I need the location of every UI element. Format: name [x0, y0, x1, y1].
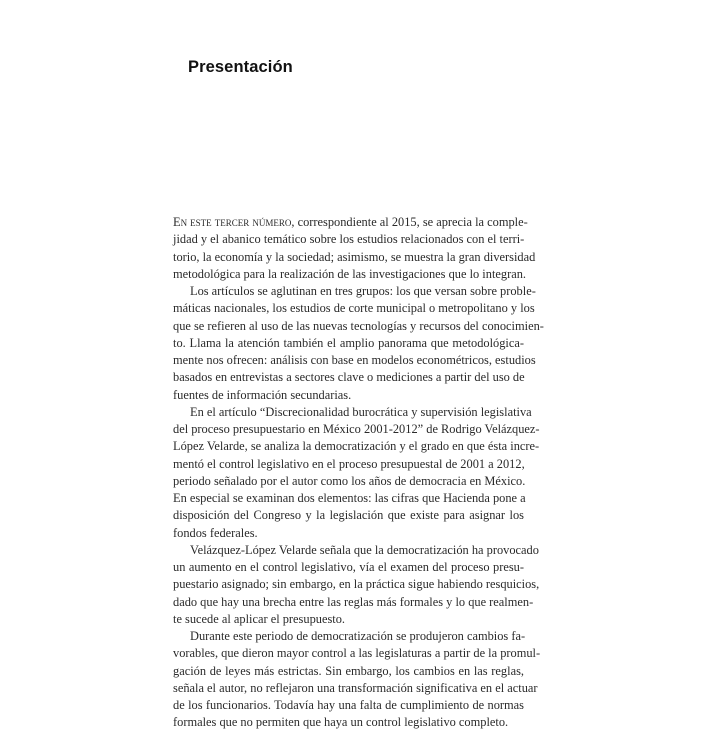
- text-line: un aumento en el control legislativo, vía el examen del proceso presu-: [173, 560, 524, 574]
- text-line: En este tercer número, correspondiente al 2015, se aprecia la comple-: [173, 215, 528, 229]
- text-line: Los artículos se aglutinan en tres grupos: los que versan sobre proble-: [190, 284, 536, 298]
- text-line: gación de leyes más estrictas. Sin embargo, los cambios en las reglas,: [173, 663, 524, 678]
- text-line: dado que hay una brecha entre las reglas más formales y lo que realmen-: [173, 594, 534, 609]
- text-line: formales que no permiten que haya un control legislativo completo.: [173, 715, 509, 730]
- text-line: basados en entrevistas a sectores clave o mediciones a partir del uso de: [173, 370, 525, 385]
- text-line: Durante este periodo de democratización se produjeron cambios fa-: [190, 629, 526, 643]
- body-text: [173, 214, 544, 732]
- text-line: te sucede al aplicar el presupuesto.: [173, 611, 346, 626]
- text-line: máticas nacionales, los estudios de corte municipal o metropolitano y los: [173, 301, 535, 316]
- lead-smallcaps: En este tercer número: [173, 215, 292, 229]
- text-line: jidad y el abanico temático sobre los estudios relacionados con el terri-: [173, 232, 525, 247]
- text-line: En el artículo “Discrecionalidad burocrática y supervisión legislativa: [190, 404, 532, 419]
- text-line: mentó el control legislativo en el proceso presupuestal de 2001 a 2012,: [173, 456, 525, 471]
- text-line: fondos federales.: [173, 525, 258, 540]
- text-line: torio, la economía y la sociedad; asimismo, se muestra la gran diversidad: [173, 249, 536, 264]
- text-line: metodológica para la realización de las investigaciones que lo integran.: [173, 266, 526, 281]
- text-line: disposición del Congreso y la legislación que existe para asignar los: [173, 508, 524, 523]
- text-line: del proceso presupuestario en México 2001-2012” de Rodrigo Velázquez-: [173, 422, 540, 436]
- text-line: vorables, que dieron mayor control a las legislaturas a partir de la promul-: [173, 646, 541, 661]
- text-line: fuentes de información secundarias.: [173, 387, 352, 402]
- text-line: to. Llama la atención también el amplio panorama que metodológica-: [173, 335, 524, 350]
- text-line: En especial se examinan dos elementos: las cifras que Hacienda pone a: [173, 491, 526, 505]
- text-line: señala el autor, no reflejaron una transformación significativa en el actuar: [173, 680, 538, 695]
- text-line: de los funcionarios. Todavía hay una falta de cumplimiento de normas: [173, 698, 524, 712]
- text-line: mente nos ofrecen: análisis con base en modelos econométricos, estudios: [173, 353, 536, 367]
- text-line: periodo señalado por el autor como los años de democracia en México.: [173, 473, 526, 488]
- page-title: Presentación: [188, 58, 293, 76]
- text-line: puestario asignado; sin embargo, en la práctica sigue habiendo resquicios,: [173, 577, 540, 592]
- text-line: que se refieren al uso de las nuevas tecnologías y recursos del conocimien-: [173, 318, 544, 333]
- text-line: López Velarde, se analiza la democratización y el grado en que ésta incre-: [173, 439, 540, 454]
- text-line: Velázquez-López Velarde señala que la democratización ha provocado: [190, 542, 539, 557]
